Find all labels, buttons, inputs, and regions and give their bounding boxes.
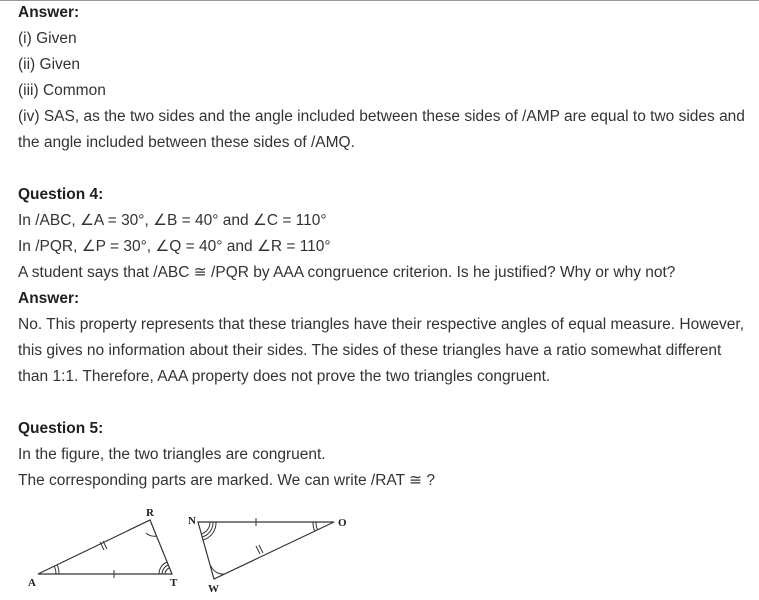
question-5-line-1: In the figure, the two triangles are congruent. [18, 446, 326, 463]
solution-content [18, 0, 754, 494]
angle-a-arc-2 [57, 565, 59, 574]
angle-n-arc-1 [201, 522, 210, 534]
question-4-answer-text: No. This property represents that these triangles have their respective angles of equal measure. However, this gives no information about their sides. The sides of these triangles have a ratio somewhat different than 1:1. Therefore, AAA property does not prove the two triangles congruent. [18, 316, 745, 385]
congruent-triangles-figure [22, 502, 362, 596]
angle-o-arc-2 [313, 522, 315, 532]
answer-item-iii: (iii) Common [18, 82, 106, 99]
answer-heading: Answer: [18, 4, 80, 21]
label-r: R [146, 507, 154, 519]
label-t: T [170, 577, 178, 589]
triangle-now [198, 522, 334, 579]
question-5-line-2: The corresponding parts are marked. We can write /RAT ≅ ? [18, 472, 436, 489]
label-a: A [28, 577, 36, 589]
angle-w-arc [211, 566, 225, 574]
tick-ow-1 [256, 546, 260, 554]
label-w: W [208, 583, 219, 595]
question-4-line-2: In /PQR, ∠P = 30°, ∠Q = 40° and ∠R = 110° [18, 238, 331, 255]
answer-item-iv: (iv) SAS, as the two sides and the angle included between these sides of /AMP are equal to two sides and the angle included between these sides of /AMQ. [18, 108, 745, 151]
answer-item-i: (i) Given [18, 30, 77, 47]
question-4-line-1: In /ABC, ∠A = 30°, ∠B = 40° and ∠C = 110° [18, 212, 327, 229]
angle-a-arc-1 [55, 567, 57, 574]
question-4-answer-heading: Answer: [18, 290, 80, 307]
angle-o-arc-1 [316, 522, 318, 530]
question-5-heading: Question 5: [18, 420, 104, 437]
triangle-rat [38, 520, 172, 574]
question-4-heading: Question 4: [18, 186, 104, 203]
tick-ow-2 [259, 545, 263, 553]
angle-t-arc-3 [165, 568, 169, 574]
question-4-line-3: A student says that /ABC ≅ /PQR by AAA congruence criterion. Is he justified? Why or why not? [18, 264, 676, 281]
label-o: O [338, 517, 347, 529]
answer-item-ii: (ii) Given [18, 56, 81, 73]
label-n: N [188, 515, 196, 527]
